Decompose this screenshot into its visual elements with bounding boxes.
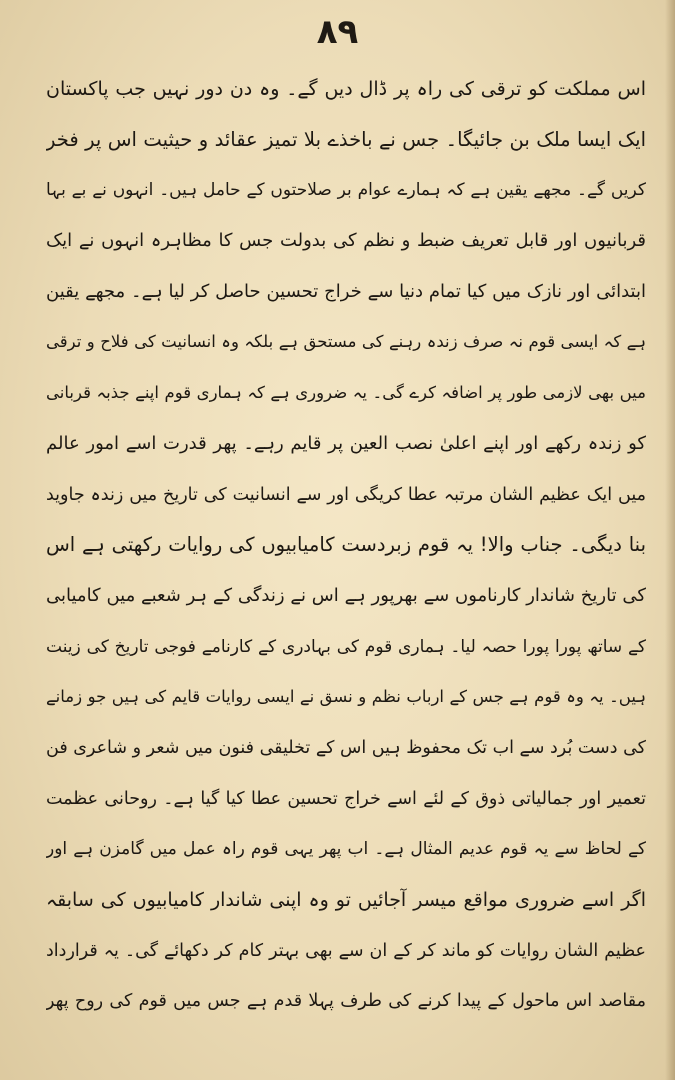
text-line: تعمیر اور جمالیاتی ذوق کے لئے اسے خراج تحسین عطا کیا گیا ہے۔ روحانی عظمت	[46, 788, 646, 809]
text-line: ہے کہ ایسی قوم نہ صرف زندہ رہنے کی مستحق ہے بلکہ وہ انسانیت کی فلاح و ترقی	[46, 332, 646, 352]
text-line: کی تاریخ شاندار کارناموں سے بھرپور ہے اس نے زندگی کے ہر شعبے میں کامیابی	[46, 584, 646, 606]
text-line: اس مملکت کو ترقی کی راہ پر ڈال دیں گے۔ وہ دن دور نہیں جب پاکستان	[46, 78, 646, 100]
page-edge-shadow	[665, 0, 675, 1080]
text-line: اگر اسے ضروری مواقع میسر آجائیں تو وہ اپنی شاندار کامیابیوں کی سابقہ	[46, 889, 646, 911]
text-line: کی دست بُرد سے اب تک محفوظ ہیں اس کے تخلیقی فنون میں شعر و شاعری فن	[46, 737, 646, 758]
text-line: میں ایک عظیم الشان مرتبہ عطا کریگی اور سے انسانیت کی تاریخ میں زندہ جاوید	[46, 484, 646, 505]
body-text	[46, 64, 646, 1027]
text-line: کریں گے۔ مجھے یقین ہے کہ ہمارے عوام بر صلاحتوں کے حامل ہیں۔ انہوں نے بے بہا	[46, 180, 646, 201]
text-line: عظیم الشان روایات کو ماند کر کے ان سے بھی بہتر کام کر دکھائے گی۔ یہ قرارداد	[46, 940, 646, 961]
text-line: ابتدائی اور نازک میں کیا تمام دنیا سے خراج تحسین حاصل کر لیا ہے۔ مجھے یقین	[46, 280, 646, 302]
text-line: قربانیوں اور قابل تعریف ضبط و نظم کی بدولت جس کا مظاہرہ انہوں نے ایک	[46, 230, 646, 252]
text-line: میں بھی لازمی طور پر اضافہ کرے گی۔ یہ ضروری ہے کہ ہماری قوم اپنے جذبہ قربانی	[46, 383, 646, 403]
text-line: کے لحاظ سے یہ قوم عدیم المثال ہے۔ اب پھر یہی قوم راہ عمل میں گامزن ہے اور	[46, 839, 646, 860]
text-line: مقاصد اس ماحول کے پیدا کرنے کی طرف پہلا قدم ہے جس میں قوم کی روح پھر	[46, 991, 646, 1012]
text-line: کے ساتھ پورا پورا حصہ لیا۔ ہماری قوم کی بہادری کے کارنامے فوجی تاریخ کی زینت	[46, 636, 646, 657]
text-line: بنا دیگی۔ جناب والا! یہ قوم زبردست کامیابیوں کی روایات رکھتی ہے اس	[46, 533, 646, 557]
text-line: ہیں۔ یہ وہ قوم ہے جس کے ارباب نظم و نسق نے ایسی روایات قایم کی ہیں جو زمانے	[46, 687, 646, 707]
text-line: کو زندہ رکھے اور اپنے اعلیٰ نصب العین پر قایم رہے۔ پھر قدرت اسے امور عالم	[46, 432, 646, 454]
page-number: ۸۹	[316, 12, 359, 52]
text-line: ایک ایسا ملک بن جائیگا۔ جس نے باخذے بلا تمیز عقائد و حیثیت اس پر فخر	[46, 127, 646, 151]
